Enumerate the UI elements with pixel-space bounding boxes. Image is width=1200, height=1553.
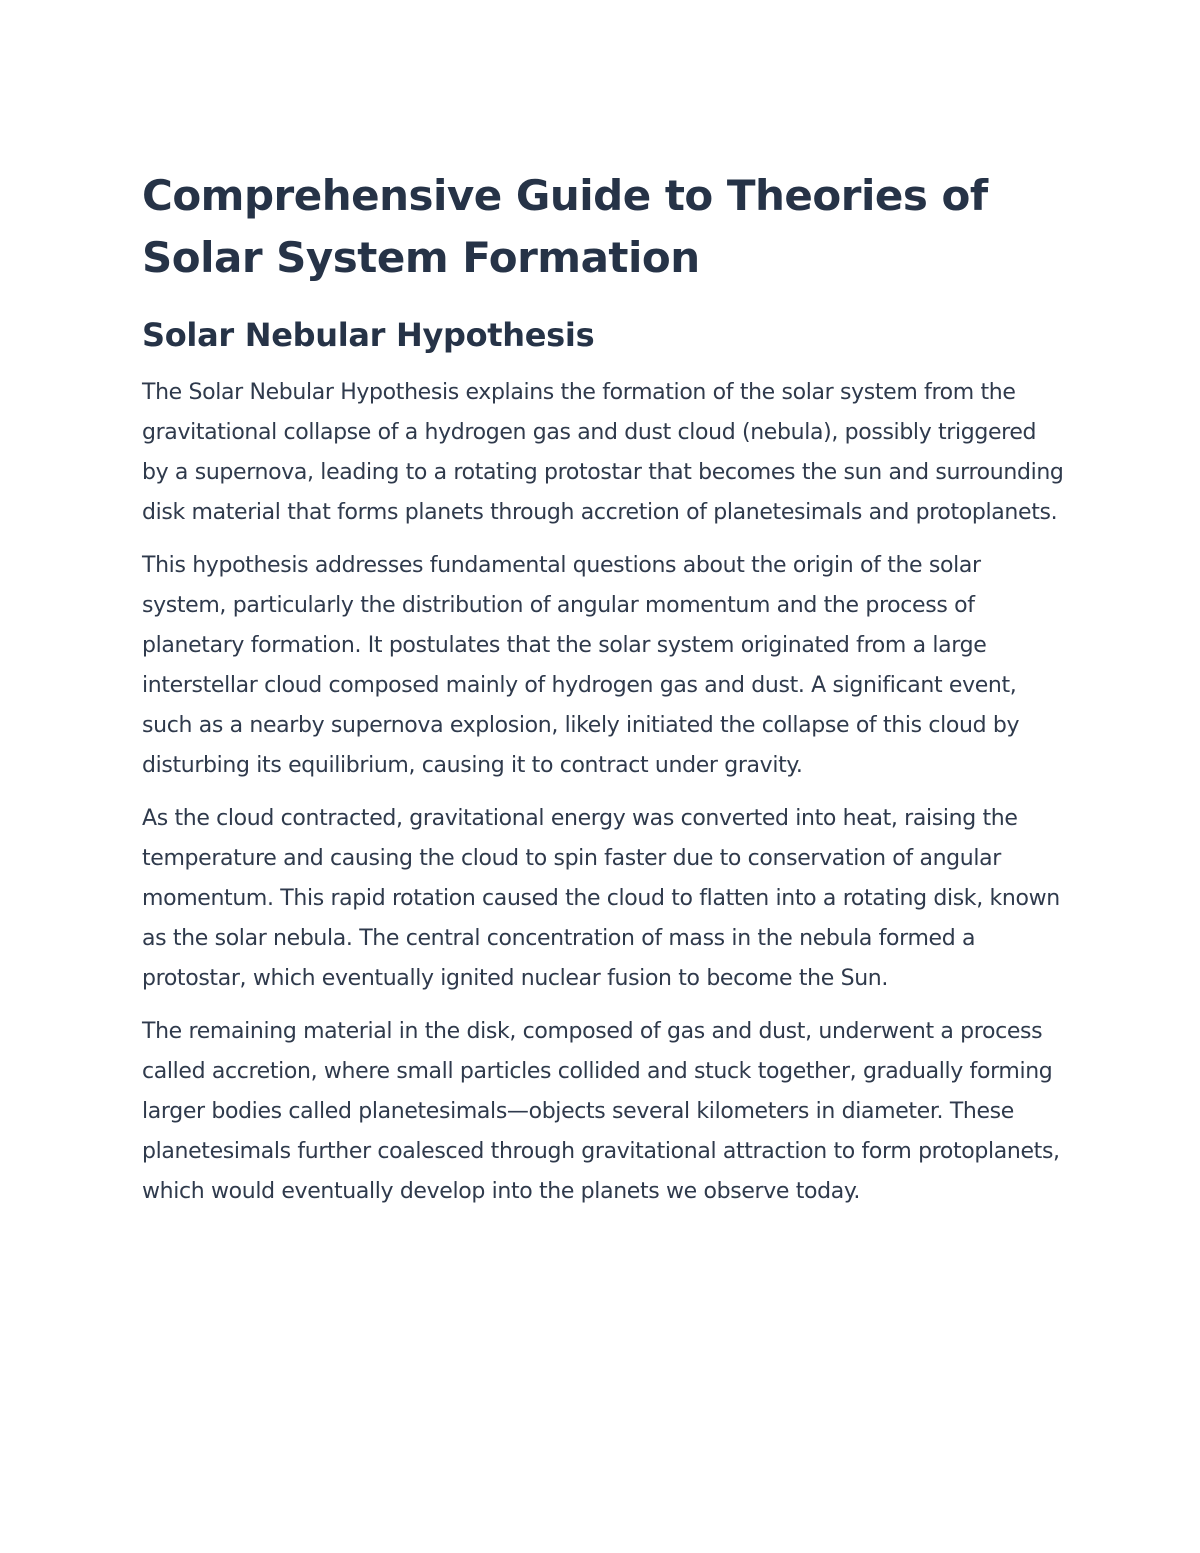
paragraph-3: As the cloud contracted, gravitational energy was converted into heat, raising the temperature and causing the cloud to spin faster due to conservation of angular momentum. This rapid rotation caused the cloud to flatten into a rotating disk, known as the solar nebula. The central concentration of mass in the nebula formed a protostar, which eventually ignited nuclear fusion to become the Sun. xyxy=(142,806,1060,991)
section-heading: Solar Nebular Hypothesis xyxy=(142,316,595,354)
paragraph-4: The remaining material in the disk, composed of gas and dust, underwent a process called accretion, where small particles collided and stuck together, gradually forming larger bodies called planetesimals—objects several kilometers in diameter. These planetesimals further coalesced through gravitational attraction to form protoplanets, which would eventually develop into the planets we observe today. xyxy=(142,1019,1060,1204)
document-title: Comprehensive Guide to Theories of Solar System Formation xyxy=(142,171,988,282)
document-page xyxy=(142,165,1067,1212)
paragraph-1: The Solar Nebular Hypothesis explains the formation of the solar system from the gravitational collapse of a hydrogen gas and dust cloud (nebula), possibly triggered by a supernova, leading to a rotating protostar that becomes the sun and surrounding disk material that forms planets through accretion of planetesimals and protoplanets. xyxy=(142,380,1064,525)
paragraph-2: This hypothesis addresses fundamental questions about the origin of the solar system, particularly the distribution of angular momentum and the process of planetary formation. It postulates that the solar system originated from a large interstellar cloud composed mainly of hydrogen gas and dust. A significant event, such as a nearby supernova explosion, likely initiated the collapse of this cloud by disturbing its equilibrium, causing it to contract under gravity. xyxy=(142,553,1020,778)
